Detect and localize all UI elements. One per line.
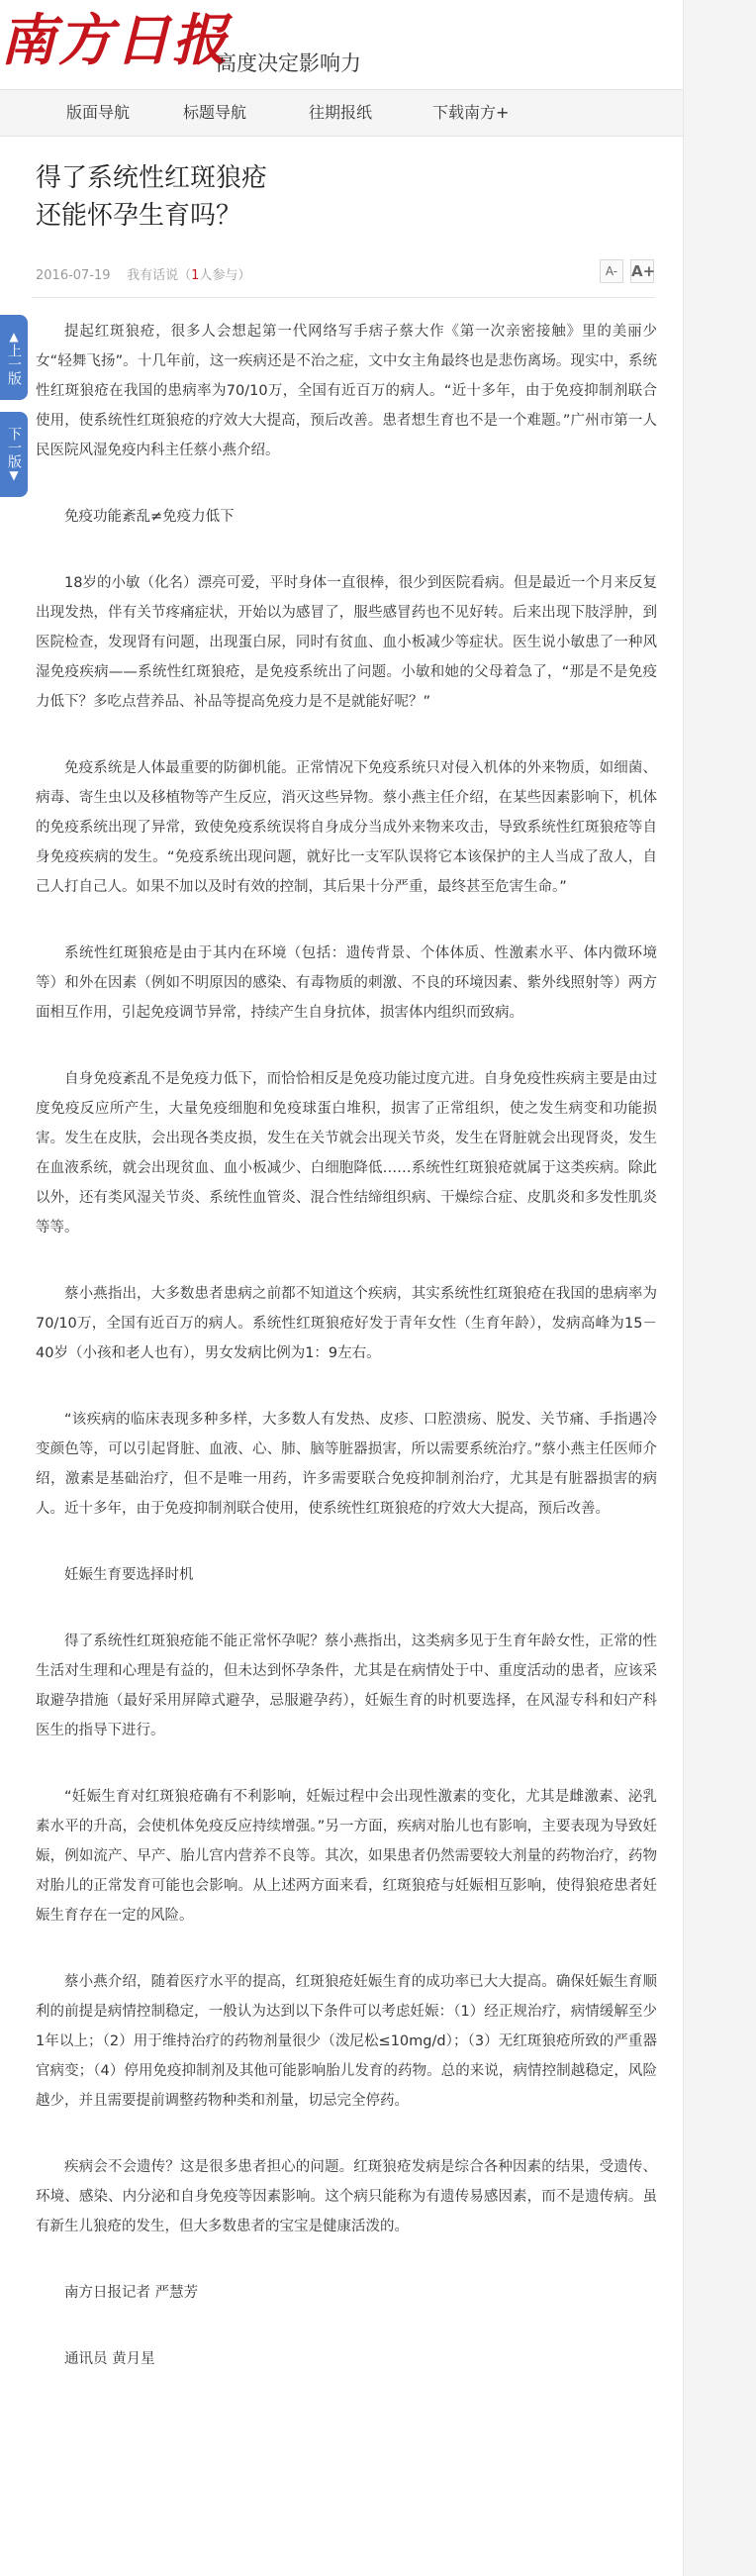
paragraph: 免疫系统是人体最重要的防御机能。正常情况下免疫系统只对侵入机体的外来物质，如细菌、病毒、寄生虫以及移植物等产生反应，消灭这些异物。蔡小燕主任介绍，在某些因素影响下，机体的免疫系统出现了异常，致使免疫系统误将自身成分当成外来物来攻击，导致系统性红斑狼疮等自身免疫疾病的发生。“免疫系统出现问题，就好比一支军队误将它本该保护的主人当成了敌人，自己人打自己人。如果不加以及时有效的控制，其后果十分严重，最终甚至危害生命。” <box>36 760 657 895</box>
article-title-line1: 得了系统性红斑狼疮 <box>36 163 268 193</box>
subheading: 免疫功能紊乱≠免疫力低下 <box>64 509 235 525</box>
nav-title-navigation[interactable]: 标题导航 <box>183 103 247 122</box>
next-page-label: 下一版 <box>6 427 22 468</box>
nav-past-issues[interactable]: 往期报纸 <box>309 103 373 122</box>
correspondent-byline: 通讯员 黄月星 <box>64 2351 155 2367</box>
paragraph: 蔡小燕介绍，随着医疗水平的提高，红斑狼疮妊娠生育的成功率已大大提高。确保妊娠生育顺利的前提是病情控制稳定，一般认为达到以下条件可以考虑妊娠：（1）经正规治疗，病情缓解至少1年以上；（2）用于维持治疗的药物剂量很少（泼尼松≤10mg/d）；（3）无红斑狼疮所致的严重器官病变；（4）停用免疫抑制剂及其他可能影响胎儿发育的药物。总的来说，病情控制越稳定，风险越少，并且需要提前调整药物种类和剂量，切忌完全停药。 <box>36 1974 657 2109</box>
prev-page-label: 上一版 <box>6 344 22 385</box>
right-gutter <box>683 0 756 2576</box>
participant-count: 1 <box>191 268 200 283</box>
paragraph: “妊娠生育对红斑狼疮确有不利影响，妊娠过程中会出现性激素的变化，尤其是雌激素、泌乳素水平的升高，会使机体免疫反应持续增强。”另一方面，疾病对胎儿也有影响，主要表现为导致妊娠，例如流产、早产、胎儿宫内营养不良等。其次，如果患者仍然需要较大剂量的药物治疗，药物对胎儿的正常发育可能也会影响。从上述两方面来看，红斑狼疮与妊娠相互影响，使得狼疮患者妊娠生育存在一定的风险。 <box>36 1789 657 1924</box>
font-decrease-button[interactable]: A- <box>600 259 623 283</box>
paragraph: 自身免疫紊乱不是免疫力低下，而恰恰相反是免疫功能过度亢进。自身免疫性疾病主要是由过度免疫反应所产生，大量免疫细胞和免疫球蛋白堆积，损害了正常组织，使之发生病变和功能损害。发生在皮肤，会出现各类皮损，发生在关节就会出现关节炎，发生在肾脏就会出现肾炎，发生在血液系统，就会出现贫血、血小板减少、白细胞降低……系统性红斑狼疮就属于这类疾病。除此以外，还有类风湿关节炎、系统性血管炎、混合性结缔组织病、干燥综合症、皮肌炎和多发性肌炎等等。 <box>36 1071 657 1236</box>
top-nav <box>0 89 683 137</box>
next-page-tab[interactable] <box>0 412 28 497</box>
font-increase-button[interactable]: A+ <box>630 259 654 283</box>
comment-link[interactable]: 我有话说 <box>127 268 179 283</box>
article-body <box>36 317 657 2374</box>
paragraph: “该疾病的临床表现多种多样，大多数人有发热、皮疹、口腔溃疡、脱发、关节痛、手指遇冷变颜色等，可以引起肾脏、血液、心、肺、脑等脏器损害，所以需要系统治疗。”蔡小燕主任医师介绍，激素是基础治疗，但不是唯一用药，许多需要联合免疫抑制剂治疗，尤其是有脏器损害的病人。近十多年，由于免疫抑制剂联合使用，使系统性红斑狼疮的疗效大大提高，预后改善。 <box>36 1412 657 1517</box>
paragraph: 提起红斑狼疮，很多人会想起第一代网络写手痞子蔡大作《第一次亲密接触》里的美丽少女“轻舞飞扬”。十几年前，这一疾病还是不治之症，文中女主角最终也是悲伤离场。现实中，系统性红斑狼疮在我国的患病率为70/10万，全国有近百万的病人。“近十多年，由于免疫抑制剂联合使用，使系统性红斑狼疮的疗效大大提高，预后改善。患者想生育也不是一个难题。”广州市第一人民医院风湿免疫内科主任蔡小燕介绍。 <box>36 324 657 458</box>
nav-download-app[interactable]: 下载南方+ <box>432 103 510 122</box>
masthead <box>0 0 683 81</box>
chevron-up-icon: ▲ <box>9 330 19 344</box>
article-title-line2: 还能怀孕生育吗？ <box>36 201 242 231</box>
paragraph: 疾病会不会遗传？这是很多患者担心的问题。红斑狼疮发病是综合各种因素的结果，受遗传、环境、感染、内分泌和自身免疫等因素影响。这个病只能称为有遗传易感因素，而不是遗传病。虽有新生儿狼疮的发生，但大多数患者的宝宝是健康活泼的。 <box>36 2159 657 2234</box>
chevron-down-icon: ▼ <box>9 468 19 482</box>
paragraph: 得了系统性红斑狼疮能不能正常怀孕呢？蔡小燕指出，这类病多见于生育年龄女性，正常的性生活对生理和心理是有益的，但未达到怀孕条件，尤其是在病情处于中、重度活动的患者，应该采取避孕措施（最好采用屏障式避孕，忌服避孕药），妊娠生育的时机要选择，在风湿专科和妇产科医生的指导下进行。 <box>36 1634 657 1738</box>
paragraph: 18岁的小敏（化名）漂亮可爱，平时身体一直很棒，很少到医院看病。但是最近一个月来反复出现发热，伴有关节疼痛症状，开始以为感冒了，服些感冒药也不见好转。后来出现下肢浮肿，到医院检查，发现肾有问题，出现蛋白尿，同时有贫血、血小板减少等症状。医生说小敏患了一种风湿免疫疾病——系统性红斑狼疮，是免疫系统出了问题。小敏和她的父母着急了，“那是不是免疫力低下？多吃点营养品、补品等提高免疫力是不是就能好呢？” <box>36 575 657 710</box>
newspaper-logo[interactable]: 南方日报 <box>0 8 230 73</box>
title-divider <box>32 297 655 298</box>
paragraph: 蔡小燕指出，大多数患者患病之前都不知道这个疾病，其实系统性红斑狼疮在我国的患病率为70/10万，全国有近百万的病人。系统性红斑狼疮好发于青年女性（生育年龄），发病高峰为15－40岁（小孩和老人也有），男女发病比例为1：9左右。 <box>36 1286 657 1361</box>
reporter-byline: 南方日报记者 严慧芳 <box>64 2285 199 2301</box>
slogan: 高度决定影响力 <box>216 51 361 75</box>
article-meta: 2016-07-19 我有话说（1人参与） <box>36 268 251 283</box>
paragraph: 系统性红斑狼疮是由于其内在环境（包括：遗传背景、个体体质、性激素水平、体内微环境等）和外在因素（例如不明原因的感染、有毒物质的刺激、不良的环境因素、紫外线照射等）两方面相互作用，引起免疫调节异常，持续产生自身抗体，损害体内组织而致病。 <box>36 945 657 1021</box>
subheading: 妊娠生育要选择时机 <box>64 1567 194 1583</box>
prev-page-tab[interactable] <box>0 315 28 400</box>
publish-date: 2016-07-19 <box>36 268 111 283</box>
nav-page-navigation[interactable]: 版面导航 <box>66 103 131 122</box>
